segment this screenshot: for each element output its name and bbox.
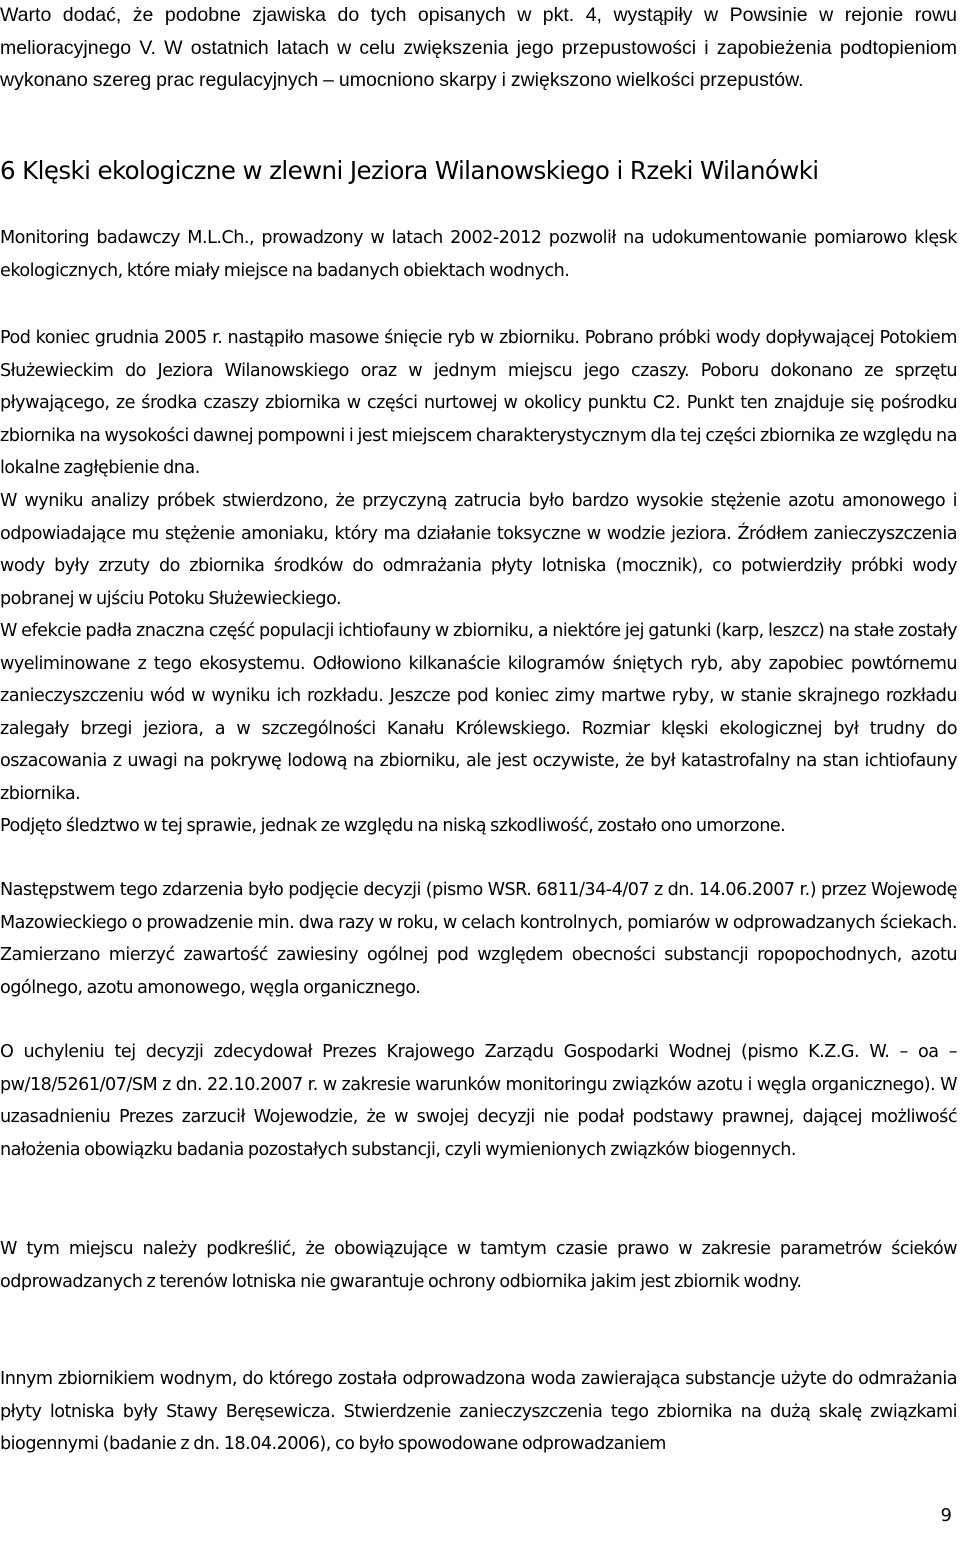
paragraph-fish-kill: Pod koniec grudnia 2005 r. nastąpiło masowe śnięcie ryb w zbiorniku. Pobrano próbki wody dopływającej Potokiem Służewieckim do Jeziora Wilanowskiego oraz w jednym miejscu jego czaszy. Poboru dokonano ze sprzętu pływającego, ze środka czaszy zbiornika w części nurtowej w okolicy punktu C2. Punkt ten znajduje się pośrodku zbiornika na wysokości dawnej pompowni i jest miejscem charakterystycznym dla tej części zbiornika ze względu na lokalne zagłębienie dna. [0,328,957,478]
section-heading: 6 Klęski ekologiczne w zlewni Jeziora Wilanowskiego i Rzeki Wilanówki [0,156,819,185]
paragraph-law: W tym miejscu należy podkreślić, że obowiązujące w tamtym czasie prawo w zakresie parametrów ścieków odprowadzanych z terenów lotniska nie gwarantuje ochrony odbiornika jakim jest zbiornik wodny. [0,1239,957,1292]
paragraph-effects: W efekcie padła znaczna część populacji ichtiofauny w zbiorniku, a niektóre jej gatunki (karp, leszcz) na stałe zostały wyeliminowane z tego ekosystemu. Odłowiono kilkanaście kilogramów śniętych ryb, aby zapobiec powtórnemu zanieczyszczeniu wód w wyniku ich rozkładu. Jeszcze pod koniec zimy martwe ryby, w stanie skrajnego rozkładu zalegały brzegi jeziora, a w szczególności Kanału Królewskiego. Rozmiar klęski ekologicznej był trudny do oszacowania z uwagi na pokrywę lodową na zbiorniku, ale jest oczywiste, że był katastrofalny na stan ichtiofauny zbiornika. [0,621,957,804]
paragraph-investigation: Podjęto śledztwo w tej sprawie, jednak ze względu na niską szkodliwość, zostało ono umorzone. [0,816,786,836]
paragraph-repeal: O uchyleniu tej decyzji zdecydował Prezes Krajowego Zarządu Gospodarki Wodnej (pismo K.Z.G. W. – oa – pw/18/5261/07/SM z dn. 22.10.2007 r. w zakresie warunków monitoringu związków azotu i węgla organicznego). W uzasadnieniu Prezes zarzucił Wojewodzie, że w swojej decyzji nie podał podstawy prawnej, dającej możliwość nałożenia obowiązku badania pozostałych substancji, czyli wymienionych związków biogennych. [0,1042,957,1160]
paragraph-analysis: W wyniku analizy próbek stwierdzono, że przyczyną zatrucia było bardzo wysokie stężenie azotu amonowego i odpowiadające mu stężenie amoniaku, który ma działanie toksyczne w wodzie jeziora. Źródłem zanieczyszczenia wody były zrzuty do zbiornika środków do odmrażania płyty lotniska (mocznik), co potwierdziły próbki wody pobranej w ujściu Potoku Służewieckiego. [0,491,957,609]
intro-paragraph: Warto dodać, że podobne zjawiska do tych opisanych w pkt. 4, wystąpiły w Powsinie w rejonie rowu melioracyjnego V. W ostatnich latach w celu zwiększenia jego przepustowości i zapobieżenia podtopieniom wykonano szereg prac regulacyjnych – umocniono skarpy i zwiększono wielkości przepustów. [0,4,957,91]
paragraph-ponds: Innym zbiornikiem wodnym, do którego została odprowadzona woda zawierająca substancje użyte do odmrażania płyty lotniska były Stawy Beręsewicza. Stwierdzenie zanieczyszczenia tego zbiornika na dużą skalę związkami biogennymi (badanie z dn. 18.04.2006), co było spowodowane odprowadzaniem [0,1369,957,1454]
page-number: 9 [940,1505,952,1526]
paragraph-decision: Następstwem tego zdarzenia było podjęcie decyzji (pismo WSR. 6811/34-4/07 z dn. 14.06.2007 r.) przez Wojewodę Mazowieckiego o prowadzenie min. dwa razy w roku, w celach kontrolnych, pomiarów w odprowadzanych ściekach. Zamierzano mierzyć zawartość zawiesiny ogólnej pod względem obecności substancji ropopochodnych, azotu ogólnego, azotu amonowego, węgla organicznego. [0,880,957,998]
paragraph-monitoring: Monitoring badawczy M.L.Ch., prowadzony w latach 2002-2012 pozwolił na udokumentowanie pomiarowo klęsk ekologicznych, które miały miejsce na badanych obiektach wodnych. [0,228,957,281]
